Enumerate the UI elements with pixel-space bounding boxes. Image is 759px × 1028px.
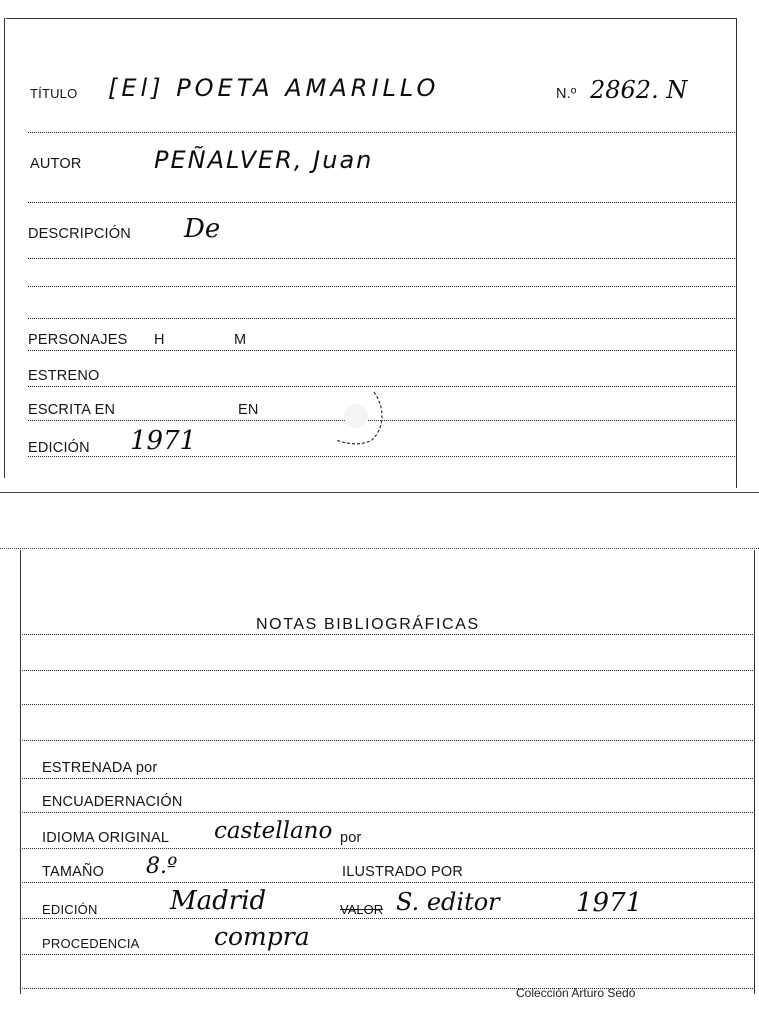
ruled-line (22, 704, 753, 705)
card-top-border (6, 18, 737, 19)
ruled-line (28, 318, 735, 319)
edicion-place: Madrid (170, 886, 267, 916)
ruled-line (22, 634, 753, 635)
ruled-line (22, 778, 753, 779)
card-left-border (4, 18, 5, 478)
ruled-line (22, 812, 753, 813)
personajes-label: PERSONAJES (28, 332, 128, 348)
edicion-editor: S. editor (396, 888, 500, 916)
idioma-value: castellano (214, 818, 333, 844)
procedencia-value: compra (214, 922, 310, 951)
edicion-value: 1971 (130, 426, 197, 456)
catalog-card-bottom (0, 546, 759, 1028)
numero-label: N.º (556, 86, 577, 102)
descripcion-label: DESCRIPCIÓN (28, 226, 131, 242)
edicion-year: 1971 (576, 888, 643, 918)
ruled-line (28, 202, 735, 203)
card-right-border (736, 18, 737, 488)
ruled-line (28, 286, 735, 287)
descripcion-value: De (184, 214, 221, 244)
ruled-line (22, 670, 753, 671)
encuadernacion-label: ENCUADERNACIÓN (42, 794, 183, 810)
card-right-border (754, 550, 755, 994)
ruled-line (22, 740, 753, 741)
catalog-card-top (0, 0, 759, 494)
escrita-en-label: ESCRITA EN (28, 402, 116, 418)
ruled-line (28, 132, 735, 133)
ruled-line (28, 456, 735, 457)
idioma-por-label: por (340, 830, 362, 846)
collection-credit: Colección Arturo Sedó (516, 986, 636, 1000)
ilustrado-label: ILUSTRADO POR (342, 864, 464, 880)
ruled-line (22, 848, 753, 849)
notas-heading: NOTAS BIBLIOGRÁFICAS (256, 616, 480, 633)
tamano-value: 8.º (146, 854, 178, 879)
ruled-line (28, 350, 735, 351)
ruled-line (22, 954, 753, 955)
autor-label: AUTOR (30, 156, 82, 172)
scan-stain-mark (326, 386, 390, 448)
ruled-line (22, 918, 753, 919)
numero-value: 2862. N (590, 76, 688, 104)
escrita-en-en-label: EN (238, 402, 259, 418)
edicion-label: EDICIÓN (42, 902, 98, 917)
autor-value: PEÑALVER, Juan (154, 146, 374, 174)
card-top-border (0, 548, 759, 549)
valor-label: VALOR (340, 902, 384, 917)
ruled-line (22, 988, 753, 989)
idioma-label: IDIOMA ORIGINAL (42, 830, 170, 846)
titulo-label: TÍTULO (30, 86, 78, 101)
edicion-label: EDICIÓN (28, 440, 90, 456)
estreno-label: ESTRENO (28, 368, 100, 384)
tamano-label: TAMAÑO (42, 864, 105, 880)
card-edge (0, 492, 759, 493)
procedencia-label: PROCEDENCIA (42, 936, 140, 951)
ruled-line (22, 882, 753, 883)
card-left-border (20, 550, 21, 994)
titulo-value: [El] POETA AMARILLO (108, 74, 440, 102)
personajes-m-label: M (234, 332, 247, 348)
ruled-line (28, 258, 735, 259)
personajes-h-label: H (154, 332, 165, 348)
estrenada-label: ESTRENADA por (42, 760, 158, 776)
